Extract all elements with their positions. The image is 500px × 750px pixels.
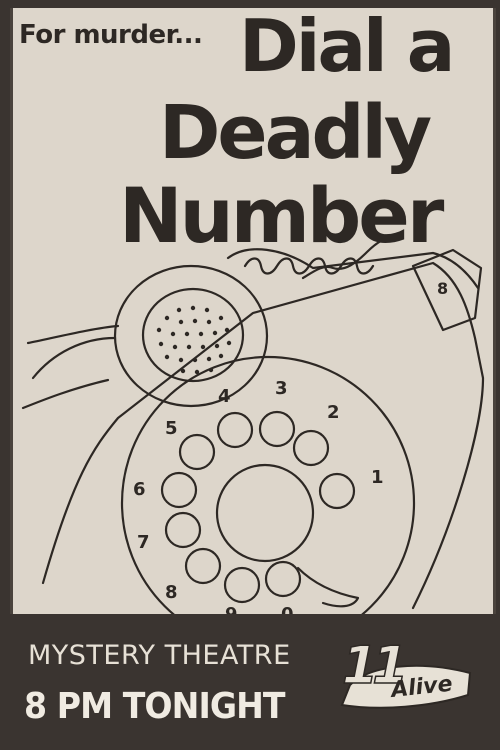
rotary-dial-center (217, 465, 313, 561)
finger-hole-8 (186, 549, 220, 583)
dial-digit-6: 6 (133, 479, 146, 500)
logo-word: Alive (390, 671, 454, 703)
cord-left-line-2 (23, 380, 108, 408)
finger-hole-1 (320, 474, 354, 508)
finger-hole-0 (266, 562, 300, 596)
finger-hole-9 (225, 568, 259, 602)
airtime: 8 PM TONIGHT (24, 686, 285, 727)
coiled-cord (245, 259, 373, 274)
finger-hole-5 (180, 435, 214, 469)
finger-stop (298, 568, 358, 606)
finger-hole-4 (218, 413, 252, 447)
cradle-button-digit: 8 (437, 279, 449, 298)
tagline: For murder... (19, 20, 203, 50)
earpiece-inner (143, 289, 243, 381)
cord-left-line (28, 326, 118, 343)
earpiece-outer (115, 266, 267, 406)
finger-hole-3 (260, 412, 294, 446)
dial-digit-5: 5 (165, 418, 178, 439)
show-name: MYSTERY THEATRE (28, 640, 291, 671)
title-line-2: Deadly (159, 90, 430, 176)
title-line-3: Number (119, 171, 442, 260)
station-logo (320, 625, 480, 725)
finger-hole-2 (294, 431, 328, 465)
dial-digit-8: 8 (165, 582, 178, 603)
title-line-1: Dial a (239, 4, 453, 88)
finger-hole-6 (162, 473, 196, 507)
rotary-dial-rim (122, 357, 414, 649)
dial-digit-3: 3 (275, 378, 288, 399)
handset-grip (33, 338, 115, 378)
dial-digit-7: 7 (137, 532, 150, 553)
illustration-panel (10, 4, 496, 614)
dial-digit-1: 1 (371, 467, 384, 488)
logo-number: 11 (342, 636, 403, 696)
dial-digit-2: 2 (327, 402, 340, 423)
dial-digit-4: 4 (218, 386, 231, 407)
finger-hole-7 (166, 513, 200, 547)
